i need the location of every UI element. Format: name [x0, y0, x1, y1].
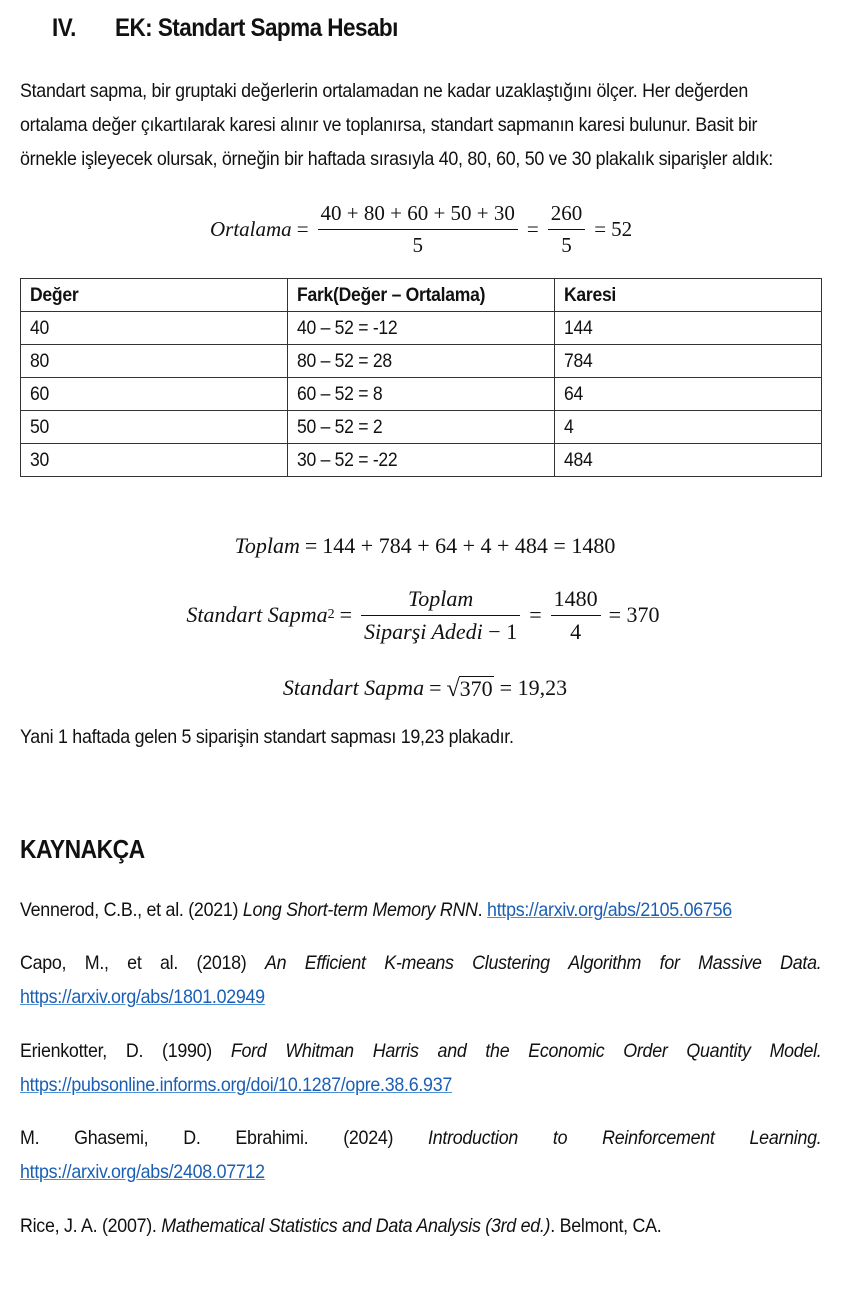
mean-equation	[210, 190, 632, 268]
section-heading	[52, 14, 398, 43]
ref-word: (2024)	[343, 1127, 394, 1149]
reference-item	[20, 893, 822, 927]
ref-word: D.	[125, 1040, 144, 1062]
sd-result: = 19,23	[499, 675, 568, 700]
sqrt-radicand: 370	[459, 675, 493, 701]
ref-title-word: Model.	[769, 1040, 822, 1062]
cell-square: 784	[555, 345, 822, 378]
table-row	[21, 312, 822, 345]
ref-word: al.	[160, 952, 179, 974]
ref-title-word: An	[264, 952, 287, 974]
ref-title-word: for	[659, 952, 680, 974]
total-lhs: Toplam	[234, 533, 300, 558]
reference-line	[20, 1034, 822, 1068]
variance-denominator	[361, 615, 520, 645]
section-title: EK: Standart Sapma Hesabı	[115, 14, 398, 42]
mean-denominator: 5	[318, 229, 518, 258]
variance-numerator: Toplam	[408, 585, 474, 611]
ref-title-word: Algorithm	[568, 952, 642, 974]
reference-item	[20, 1034, 822, 1102]
mean-fraction-2	[548, 201, 586, 258]
ref-word: Ebrahimi.	[235, 1127, 309, 1149]
cell-square: 64	[555, 378, 822, 411]
deviation-table	[20, 278, 822, 477]
cell-difference: 50 – 52 = 2	[288, 411, 555, 444]
reference-link[interactable]: https://pubsonline.informs.org/doi/10.1287/opre.38.6.937	[20, 1074, 452, 1096]
cell-difference: 80 – 52 = 28	[288, 345, 555, 378]
ref-title-word: the	[485, 1040, 510, 1062]
cell-value: 30	[21, 444, 288, 477]
reference-link[interactable]: https://arxiv.org/abs/2105.06756	[487, 899, 732, 921]
reference-punct: .	[477, 899, 488, 921]
equals-sign: =	[594, 216, 607, 241]
ref-title-word: Order	[623, 1040, 668, 1062]
ref-title-word: Clustering	[472, 952, 550, 974]
equals-sign: =	[429, 675, 442, 700]
cell-value: 40	[21, 312, 288, 345]
ref-title-word: Introduction	[428, 1127, 519, 1149]
cell-value: 60	[21, 378, 288, 411]
reference-link[interactable]: https://arxiv.org/abs/1801.02949	[20, 986, 265, 1008]
reference-title: Long Short-term Memory RNN	[242, 899, 478, 921]
cell-square: 144	[555, 312, 822, 345]
variance-result: = 370	[608, 602, 660, 627]
reference-authors: Vennerod, C.B., et al. (2021)	[20, 899, 243, 921]
table-row	[21, 378, 822, 411]
variance-denominator-tail: − 1	[482, 618, 518, 644]
mean-fraction	[318, 201, 518, 258]
ref-word: Ghasemi,	[74, 1127, 149, 1149]
cell-difference: 60 – 52 = 8	[288, 378, 555, 411]
ref-word: et	[127, 952, 142, 974]
conclusion-text: Yani 1 haftada gelen 5 siparişin standart sapması 19,23 plakadır.	[20, 726, 514, 748]
variance-denominator-var: Siparşi Adedi	[364, 618, 483, 644]
variance-equation: Standart Sapma 2 = $\frac{\text{Toplam}}{\text{Siparşi Adedi − 1}}$ = $\frac{1480}{4}$ = 370	[186, 585, 660, 644]
variance-fraction-2	[551, 586, 601, 645]
ref-word: (1990)	[162, 1040, 212, 1062]
reference-authors: Rice, J. A. (2007).	[20, 1215, 162, 1237]
table-row	[21, 345, 822, 378]
section-number: IV.	[52, 14, 76, 42]
ref-title-word: Quantity	[686, 1040, 751, 1062]
reference-item	[20, 946, 822, 1014]
ref-title-word: and	[437, 1040, 467, 1062]
cell-square: 484	[555, 444, 822, 477]
table-row	[21, 411, 822, 444]
mean-denominator-2: 5	[548, 229, 586, 258]
variance-denominator-2: 4	[551, 615, 601, 645]
intro-paragraph	[20, 74, 825, 176]
reference-item	[20, 1121, 822, 1189]
header-value: Değer	[21, 279, 288, 312]
mean-lhs: Ortalama	[210, 216, 292, 241]
references-title: KAYNAKÇA	[20, 834, 145, 864]
equals-sign: =	[296, 216, 309, 241]
sqrt-icon: √	[446, 675, 460, 702]
sd-equation	[0, 672, 850, 704]
intro-line: Standart sapma, bir gruptaki değerlerin ortalamadan ne kadar uzaklaştığını ölçer. Her değerden	[20, 80, 748, 102]
intro-line: örnekle işleyecek olursak, örneğin bir haftada sırasıyla 40, 80, 60, 50 ve 30 plakalık siparişler aldık:	[20, 148, 773, 170]
cell-value: 80	[21, 345, 288, 378]
equals-sign: =	[526, 216, 539, 241]
cell-square: 4	[555, 411, 822, 444]
equals-sign: =	[529, 602, 542, 627]
mean-result: 52	[611, 216, 633, 241]
variance-fraction	[361, 586, 520, 645]
sd-lhs: Standart Sapma	[282, 675, 425, 700]
mean-numerator: 40 + 80 + 60 + 50 + 30	[320, 200, 515, 225]
reference-title: Mathematical Statistics and Data Analysis (3rd ed.)	[161, 1215, 551, 1237]
ref-title-word: Economic	[528, 1040, 605, 1062]
ref-title-word: Ford	[230, 1040, 267, 1062]
cell-difference: 40 – 52 = -12	[288, 312, 555, 345]
ref-word: M.,	[84, 952, 109, 974]
ref-title-word: Efficient	[304, 952, 366, 974]
reference-item	[20, 1209, 822, 1243]
ref-title-word: Learning.	[749, 1127, 822, 1149]
ref-word: D.	[183, 1127, 201, 1149]
sqrt-expression	[447, 676, 494, 701]
equals-sign: =	[339, 602, 353, 627]
header-square: Karesi	[555, 279, 822, 312]
cell-value: 50	[21, 411, 288, 444]
ref-title-word: Harris	[372, 1040, 419, 1062]
reference-link[interactable]: https://arxiv.org/abs/2408.07712	[20, 1161, 265, 1183]
table-header-row	[21, 279, 822, 312]
ref-title-word: Whitman	[285, 1040, 354, 1062]
ref-title-word: Massive	[698, 952, 762, 974]
ref-title-word: to	[552, 1127, 568, 1149]
ref-title-word: Data.	[780, 952, 822, 974]
equals-sign: =	[304, 533, 318, 558]
ref-word: Capo,	[20, 952, 67, 974]
intro-line: ortalama değer çıkartılarak karesi alınır ve toplanırsa, standart sapmanın karesi bulunur. Basit bir	[20, 114, 758, 136]
variance-numerator-2: 1480	[553, 585, 598, 611]
reference-punct: . Belmont, CA.	[550, 1215, 662, 1237]
mean-numerator-2: 260	[550, 200, 583, 225]
total-equation	[0, 530, 850, 562]
ref-title-word: K-means	[384, 952, 454, 974]
ref-word: Erienkotter,	[20, 1040, 107, 1062]
total-rhs: 144 + 784 + 64 + 4 + 484 = 1480	[322, 533, 616, 558]
table-row	[21, 444, 822, 477]
header-difference: Fark(Değer – Ortalama)	[288, 279, 555, 312]
ref-word: (2018)	[196, 952, 247, 974]
reference-line	[20, 946, 822, 980]
variance-lhs: Standart Sapma	[186, 602, 328, 627]
ref-title-word: Reinforcement	[602, 1127, 715, 1149]
reference-line	[20, 1121, 822, 1155]
ref-word: M.	[20, 1127, 40, 1149]
cell-difference: 30 – 52 = -22	[288, 444, 555, 477]
